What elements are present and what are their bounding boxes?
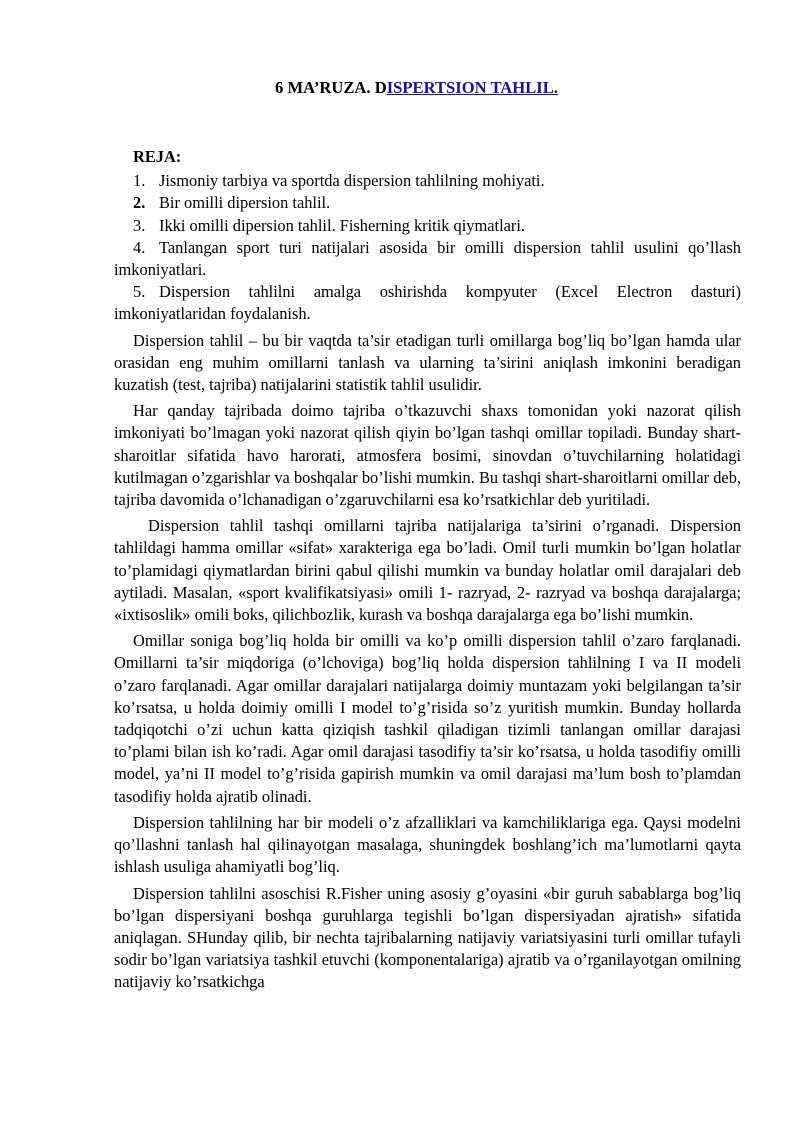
body-paragraph: Dispersion tahlilning har bir modeli o’z afzalliklari va kamchiliklariga ega. Qaysi modelni qo’llashni tanlash hal qilinayotgan masalaga, shuningdek boshlang’ich ma’lumotlarni qayta ishlash usuliga ahamiyatli bog’liq. bbox=[114, 812, 741, 877]
plan-item bbox=[114, 192, 741, 214]
body-paragraph: Omillar soniga bog’liq holda bir omilli va ko’p omilli dispersion tahlil o’zaro farqlanadi. Omillarni ta’sir miqdoriga (o’lchoviga) bog’liq holda dispersion tahlilning I va II modeli o’zaro farqlanadi. Agar omillar darajalari natijalarga doimiy muntazam yoki belgilangan ta’sir ko’rsatsa, u holda doimiy omilli I model to’g’risida so’z yuritish mumkin. Bunday hollarda tadqiqotchi o’zi uchun katta qiziqish tashkil qiladigan tizimli tanlangan omillar darajasi to’plami bilan ish ko’radi. Agar omil darajasi tasodifiy ta’sir ko’rsatsa, u holda tasodifiy omilli model, ya’ni II model to’g’risida gapirish mumkin va omil darajasi ma’lum bosh to’plamdan tasodifiy holda ajratib olinadi. bbox=[114, 631, 741, 806]
plan-item bbox=[114, 215, 741, 237]
title-link[interactable]: ISPERTSION TAHLIL. bbox=[386, 78, 558, 97]
plan-heading: REJA: bbox=[133, 147, 182, 166]
plan-item-text: Jismoniy tarbiya va sportda dispersion tahlilning mohiyati. bbox=[159, 171, 545, 191]
plan-item-text: Ikki omilli dipersion tahlil. Fisherning kritik qiymatlari. bbox=[159, 215, 526, 235]
body-paragraph: Har qanday tajribada doimo tajriba o’tkazuvchi shaxs tomonidan yoki nazorat qilish imkoniyati bo’lmagan yoki nazorat qilish qiyin bo’lgan tashqi omillar topiladi. Bunday shart-sharoitlar sifatida havo harorati, atmosfera bosimi, sinovdan o’tuvchilarning holatidagi kutilmagan o’zgarishlar va boshqalar bo’lishi mumkin. Bu tashqi shart-sharoitlarni omillar deb, tajriba davomida o’lchanadigan o’zgaruvchilarni esa ko’rsatkichlar deb yuritiladi. bbox=[114, 401, 741, 510]
plan-item-number: 5. bbox=[133, 282, 146, 302]
lecture-title bbox=[275, 77, 558, 99]
plan-item-text: Dispersion tahlilni amalga oshirishda kompyuter (Excel Electron dasturi) imkoniyatlaridan foydalanish. bbox=[114, 282, 741, 324]
plan-item-number: 1. bbox=[133, 171, 146, 191]
plan-item bbox=[114, 281, 741, 325]
body-paragraph: Dispersion tahlilni asoschisi R.Fisher uning asosiy g’oyasini «bir guruh sabablarga bog’liq bo’lgan dispersiyani boshqa guruhlarga tegishli bo’lgan dispersiyadan ajratish» sifatida aniqlagan. SHunday qilib, bir nechta tajribalarning natijaviy variatsiyasini turli omillar tufayli sodir bo’lgan variatsiya tashkil etuvchi (komponentalariga) ajratib va o’rganilayotgan omilning natijaviy ko’rsatkichga bbox=[114, 883, 741, 992]
title-prefix: 6 MA’RUZA. D bbox=[275, 78, 387, 97]
plan-item bbox=[114, 237, 741, 281]
body-paragraph: Dispersion tahlil – bu bir vaqtda ta’sir etadigan turli omillarga bog’liq bo’lgan hamda ular orasidan eng muhim omillarni tanlash va ularning ta’sirini aniqlash imkonini beradigan kuzatish (test, tajriba) natijalarini statistik tahlil usulidir. bbox=[114, 330, 741, 395]
plan-item-number: 3. bbox=[133, 215, 146, 235]
body-text bbox=[114, 146, 741, 994]
plan-item bbox=[114, 170, 741, 192]
plan-item-text: Tanlangan sport turi natijalari asosida bir omilli dispersion tahlil usulini qo’llash imkoniyatlari. bbox=[114, 237, 741, 280]
body-paragraph: Dispersion tahlil tashqi omillarni tajriba natijalariga ta’sirini o’rganadi. Dispersion tahlildagi hamma omillar «sifat» xarakteriga ega bo’ladi. Omil turli mumkin bo’lgan holatlar to’plamidagi qiymatlardan birini qabul qilishi mumkin va bunday holatlar omil darajalari deb aytiladi. Masalan, «sport kvalifikatsiyasi» omili 1- razryad, 2- razryad va boshqa darajalarga; «ixtisoslik» omili boks, qilichbozlik, kurash va boshqa darajalarga ega bo’lishi mumkin. bbox=[114, 516, 741, 625]
plan-item-number: 4. bbox=[133, 237, 146, 257]
plan-item-text: Bir omilli dipersion tahlil. bbox=[159, 193, 331, 213]
plan-item-number: 2. bbox=[133, 193, 146, 213]
